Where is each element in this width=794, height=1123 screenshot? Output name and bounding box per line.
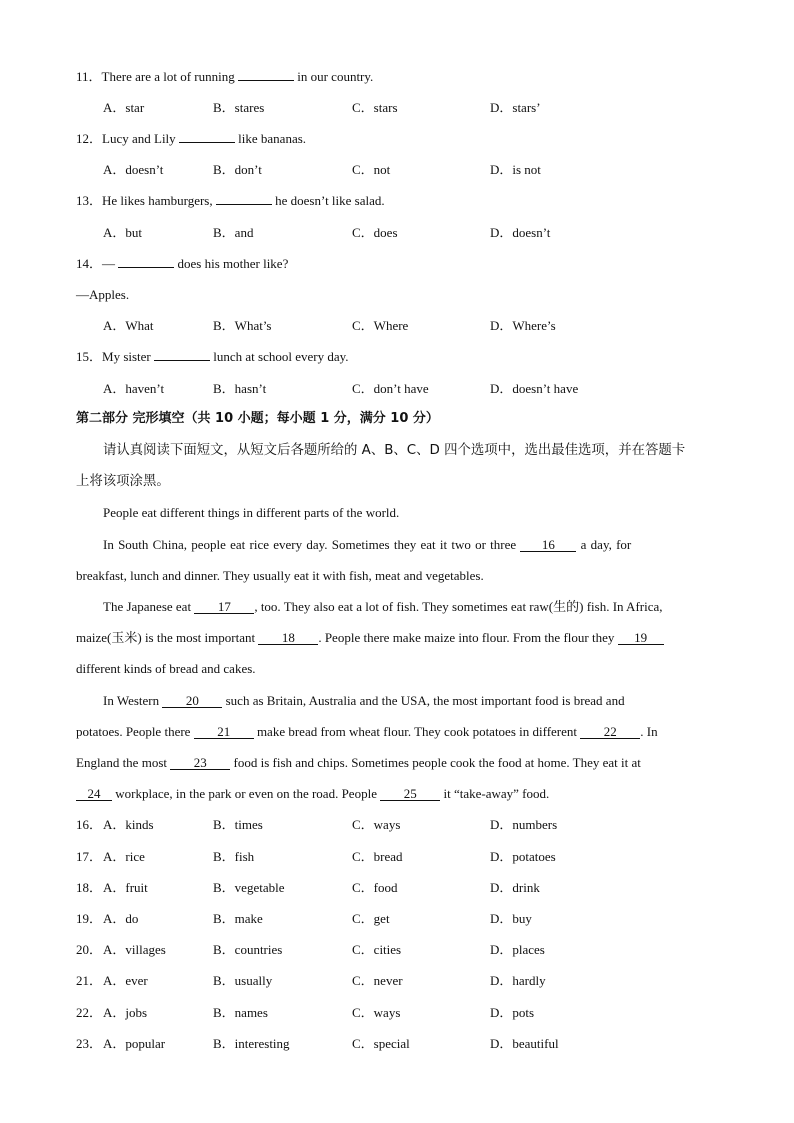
answer-blank [216,204,272,205]
option-c: C．never [352,973,403,988]
option-a: A．jobs [103,1005,148,1020]
option-b: B．usually [213,973,273,988]
option-c: C．does [352,225,398,240]
option-c: C．stars [352,100,398,115]
option-a: A．villages [103,942,166,957]
passage-paragraph-3: The Japanese eat 17 , too. They also eat a lot of fish. They sometimes eat raw(生的) fish. In Africa, [103,599,663,614]
option-a: A．fruit [103,880,148,895]
section-2-instruction-cont: 上将该项涂黑。 [76,474,170,489]
passage-paragraph-3-end: different kinds of bread and cakes. [76,661,256,676]
option-d: D．stars’ [490,100,541,115]
question-12: 12．Lucy and Lily like bananas. [76,131,307,146]
option-b: B．and [213,225,254,240]
option-a: A．star [103,100,145,115]
option-b: B．countries [213,942,283,957]
option-a: A．ever [103,973,148,988]
option-d: D．numbers [490,817,558,832]
answer-blank [179,142,235,143]
option-b: B．stares [213,100,265,115]
option-b: B．don’t [213,162,262,177]
option-c: C．ways [352,1005,401,1020]
blank-16: 16 [520,538,576,552]
option-a: A．haven’t [103,381,165,396]
option-c: C．not [352,162,391,177]
option-d: D．is not [490,162,541,177]
option-d: D．places [490,942,545,957]
option-d: D．buy [490,911,532,926]
passage-paragraph-4-line3: England the most 23 food is fish and chips. Sometimes people cook the food at home. They eat it at [76,755,641,770]
question-11: 11．There are a lot of running in our country. [76,69,374,84]
option-d: D．Where’s [490,318,556,333]
option-a: A．doesn’t [103,162,164,177]
option-c: C．don’t have [352,381,429,396]
blank-25: 25 [380,787,440,801]
option-a: A．kinds [103,817,154,832]
blank-23: 23 [170,756,230,770]
option-b: B．vegetable [213,880,285,895]
option-b: B．times [213,817,263,832]
option-b: B．hasn’t [213,381,267,396]
option-d: D．doesn’t have [490,381,579,396]
option-a: A．do [103,911,139,926]
section-2-instruction: 请认真阅读下面短文，从短文后各题所给的 A、B、C、D 四个选项中，选出最佳选项，并在答题卡 [103,443,686,458]
answer-blank [238,80,294,81]
option-c: C．special [352,1036,410,1051]
question-13: 13．He likes hamburgers, he doesn’t like salad. [76,193,385,208]
question-14: 14．— does his mother like? [76,256,289,271]
option-c: C．food [352,880,398,895]
option-d: D．hardly [490,973,546,988]
passage-paragraph-4: In Western 20 such as Britain, Australia and the USA, the most important food is bread and [103,693,625,708]
answer-blank [118,267,174,268]
answer-blank [154,360,210,361]
exam-page: 11．There are a lot of running in our country. A．star B．stares C．stars D．stars’ 12．Lucy and Lily like bananas. A．doesn’t B．don’t C．not D．is not 13．He likes hamburgers, he doesn’t like salad. A．but B．and C．does D．doesn’t 14．— does his mother like? —Apples. A．What B．What’s C．Where D．Where’s 15．My sister lunch at school every day. A．haven’t B．hasn’t C．don’t have D．doesn’t have 第二部分 完形填空（共 10 小题；每小题 1 分，满分 10 分） 请认真阅读下面短文，从短文后各题所给的 A、B、C、D 四个选项中，选出最佳选项，并在答题卡 上将该项涂黑。 People eat different things in different parts of the world. In South China, people eat rice every day. Sometimes they eat it two or three 16 a day, for breakfast, lunch and dinner. They usually eat it with fish, meat and vegetables. The Japanese eat 17 , too. They also eat a lot of fish. They sometimes eat raw(生的) fish. In Africa, maize(玉米) is the most important 18 . People there make maize into flour. From the flour they 19 different kinds of bread and cakes. In Western 20 such as Britain, Australia and the USA, the most important food is bread and potatoes. People there 21 make bread from wheat flour. They cook potatoes in different 22 . In England the most 23 food is fish and chips. Sometimes people cook the food at home. They eat it at 24 workplace, in the park or even on the road. People 25 it “take-away” food. 16． A．kinds B．times C．ways D．numbers 17． A．rice B．fish C．bread D．potatoes 18． A．fruit B．vegetable C．food D．drink 19． A．do B．make C．get D．buy 20． A．villages B．countries C．cities D．places 21． A．ever B．usually C．never D．hardly 22． A．jobs B．names C．ways D．pots 23． A．popular B．interesting C．special D．beautiful [0,0,794,1123]
passage-paragraph-2: In South China, people eat rice every day. Sometimes they eat it two or three 16 a day, for [103,537,632,552]
option-b: B．make [213,911,263,926]
blank-21: 21 [194,725,254,739]
passage-paragraph-4-line2: potatoes. People there 21 make bread from wheat flour. They cook potatoes in different 22 . In [76,724,658,739]
section-2-heading: 第二部分 完形填空（共 10 小题；每小题 1 分，满分 10 分） [76,411,439,426]
option-c: C．bread [352,849,403,864]
question-15: 15．My sister lunch at school every day. [76,349,349,364]
option-c: C．ways [352,817,401,832]
question-14-answer: —Apples. [76,287,130,302]
option-a: A．What [103,318,154,333]
option-a: A．but [103,225,143,240]
blank-19: 19 [618,631,664,645]
passage-paragraph-4-line4: 24 workplace, in the park or even on the road. People 25 it “take-away” food. [76,786,716,802]
blank-17: 17 [194,600,254,614]
option-c: C．cities [352,942,402,957]
option-a: A．popular [103,1036,166,1051]
passage-paragraph-3-cont: maize(玉米) is the most important 18 . People there make maize into flour. From the flour they 19 [76,630,716,646]
option-d: D．beautiful [490,1036,559,1051]
blank-20: 20 [162,694,222,708]
option-d: D．pots [490,1005,535,1020]
blank-18: 18 [258,631,318,645]
option-a: A．rice [103,849,145,864]
option-d: D．potatoes [490,849,556,864]
blank-24: 24 [76,787,112,801]
option-b: B．names [213,1005,268,1020]
option-b: B．interesting [213,1036,290,1051]
option-d: D．doesn’t [490,225,551,240]
blank-22: 22 [580,725,640,739]
passage-paragraph-2-cont: breakfast, lunch and dinner. They usually eat it with fish, meat and vegetables. [76,568,484,583]
option-b: B．What’s [213,318,272,333]
option-c: C．Where [352,318,409,333]
option-c: C．get [352,911,390,926]
option-b: B．fish [213,849,255,864]
option-d: D．drink [490,880,540,895]
passage-paragraph-1: People eat different things in different parts of the world. [103,505,400,520]
